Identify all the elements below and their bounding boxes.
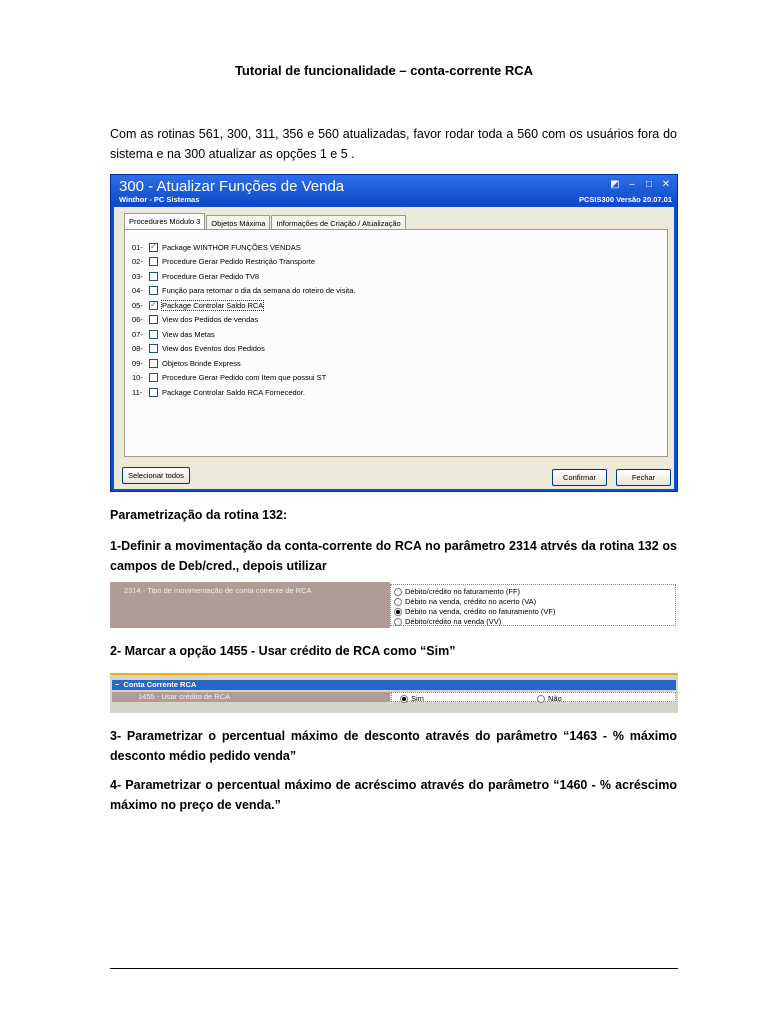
window-body	[114, 207, 674, 489]
option-row[interactable]	[132, 286, 355, 295]
option-label: Package Controlar Saldo RCA Fornecedor.	[162, 388, 305, 397]
checkbox[interactable]: ✓	[150, 300, 157, 309]
select-all-button[interactable]: Selecionar todos	[122, 467, 190, 484]
confirm-button[interactable]: Confirmar	[552, 469, 607, 486]
option-row[interactable]	[132, 272, 259, 281]
radio-button[interactable]	[537, 695, 545, 703]
option-number: 06-	[132, 315, 143, 324]
checkbox[interactable]	[149, 257, 158, 266]
parameter-group-header[interactable]	[112, 680, 676, 690]
step-4: 4- Parametrizar o percentual máximo de acréscimo através do parâmetro “1460 - % acréscimo máximo no preço de venda.”	[110, 778, 677, 812]
checkbox[interactable]	[149, 272, 158, 281]
parameter-2314-label: 2314 - Tipo de movimentação de conta corrente de RCA	[124, 586, 312, 595]
option-label: View das Metas	[162, 330, 215, 339]
option-label: Package Controlar Saldo RCA	[162, 301, 264, 310]
option-number: 10-	[132, 373, 143, 382]
checkbox[interactable]	[149, 373, 158, 382]
parameter-2314-label-cell	[110, 582, 390, 628]
radio-button[interactable]	[400, 695, 408, 703]
document-title: Tutorial de funcionalidade – conta-corrente RCA	[234, 63, 534, 78]
checkbox[interactable]	[149, 388, 158, 397]
window-controls	[610, 179, 671, 190]
option-label: Package WINTHOR FUNÇÕES VENDAS	[162, 243, 301, 252]
option-row[interactable]	[132, 359, 241, 368]
tab-objetos-maxima[interactable]: Objetos Máxima	[206, 215, 270, 233]
collapse-icon[interactable]: −	[115, 680, 120, 689]
option-row[interactable]	[132, 315, 258, 324]
minimize-icon[interactable]: –	[629, 179, 635, 190]
option-row[interactable]	[132, 344, 265, 353]
radio-option[interactable]	[394, 617, 501, 626]
step-1: 1-Definir a movimentação da conta-corrente do RCA no parâmetro 2314 atrvés da rotina 132 os campos de Deb/cred., depois utilizar	[110, 539, 677, 573]
checkbox[interactable]	[149, 330, 158, 339]
radio-option-no[interactable]	[537, 694, 562, 703]
intro-paragraph: Com as rotinas 561, 300, 311, 356 e 560 atualizadas, favor rodar toda a 560 com os usuários fora do sistema e na 300 atualizar as opções 1 e 5 .	[110, 127, 677, 161]
option-label: View dos Pedidos de vendas	[162, 315, 259, 324]
parameter-1455-options	[391, 692, 676, 702]
option-row[interactable]	[132, 243, 301, 252]
radio-label: Débito/crédito na venda (VV)	[405, 617, 502, 626]
tab-informacoes[interactable]: Informações de Criação / Atualização	[271, 215, 405, 233]
parameter-2314-screenshot	[110, 582, 678, 628]
option-number: 08-	[132, 344, 143, 353]
option-label: Função para retornar o dia da semana do roteiro de visita.	[162, 286, 356, 295]
close-icon[interactable]: ✕	[661, 179, 671, 190]
option-label: View dos Eventos dos Pedidos	[162, 344, 265, 353]
footer-divider	[110, 968, 678, 969]
window-subtitle: Winthor - PC Sistemas	[119, 195, 200, 204]
option-number: 02-	[132, 257, 143, 266]
option-number: 03-	[132, 272, 143, 281]
option-number: 11-	[132, 388, 143, 397]
radio-button[interactable]	[394, 598, 402, 606]
window-code-version: PCSIS300 Versão 20.07.01	[579, 195, 672, 204]
checkbox[interactable]	[149, 315, 158, 324]
parameter-1455-screenshot	[110, 673, 678, 713]
radio-label: Sim	[411, 694, 424, 703]
option-label: Objetos Brinde Express	[162, 359, 241, 368]
option-number: 09-	[132, 359, 143, 368]
parameter-1455-label-cell	[112, 692, 390, 702]
parameter-2314-options	[390, 584, 676, 626]
window-titlebar	[111, 175, 677, 206]
group-title: Conta Corrente RCA	[123, 680, 197, 689]
checkbox[interactable]	[149, 344, 158, 353]
radio-button[interactable]	[394, 588, 402, 596]
radio-option[interactable]	[394, 587, 520, 596]
radio-label: Não	[548, 694, 562, 703]
routine-300-window	[110, 174, 678, 492]
radio-label: Débito na venda, crédito no faturamento (VF)	[405, 607, 556, 616]
window-title: 300 - Atualizar Funções de Venda	[119, 178, 345, 195]
procedures-panel	[124, 229, 668, 457]
option-row[interactable]	[132, 330, 215, 339]
parameter-1455-row	[112, 692, 676, 702]
radio-option[interactable]	[394, 597, 536, 606]
radio-label: Débito/crédito no faturamento (FF)	[405, 587, 521, 596]
section-title: Parametrização da rotina 132:	[110, 508, 288, 522]
radio-label: Débito na venda, crédito no acerto (VA)	[405, 597, 537, 606]
radio-button[interactable]	[394, 608, 402, 616]
checkbox[interactable]	[149, 359, 158, 368]
radio-option-yes[interactable]	[400, 694, 424, 703]
maximize-icon[interactable]: □	[645, 179, 653, 190]
checkbox[interactable]: ✓	[150, 242, 157, 251]
option-number: 04-	[132, 286, 143, 295]
checkbox[interactable]	[149, 286, 158, 295]
step-2: 2- Marcar a opção 1455 - Usar crédito de RCA como “Sim”	[110, 644, 456, 658]
radio-option[interactable]	[394, 607, 556, 616]
option-number: 07-	[132, 330, 143, 339]
option-label: Procedure Gerar Pedido com Item que possui ST	[162, 373, 327, 382]
radio-button[interactable]	[394, 618, 402, 626]
close-button[interactable]: Fechar	[616, 469, 671, 486]
option-number: 01-	[132, 243, 143, 252]
option-label: Procedure Gerar Pedido TV8	[162, 272, 259, 281]
option-label: Procedure Gerar Pedido Restrição Transporte	[162, 257, 315, 266]
step-3: 3- Parametrizar o percentual máximo de desconto através do parâmetro “1463 - % máximo desconto médio pedido venda”	[110, 729, 677, 763]
option-number: 05-	[132, 301, 143, 310]
parameter-1455-label: 1455 - Usar crédito de RCA	[138, 692, 231, 701]
option-row[interactable]	[132, 257, 315, 266]
help-icon[interactable]: ◩	[610, 179, 620, 190]
option-row[interactable]	[132, 373, 326, 382]
option-row[interactable]	[132, 388, 305, 397]
option-row[interactable]	[132, 301, 263, 310]
tab-procedures[interactable]: Procedures Módulo 3	[124, 213, 205, 231]
